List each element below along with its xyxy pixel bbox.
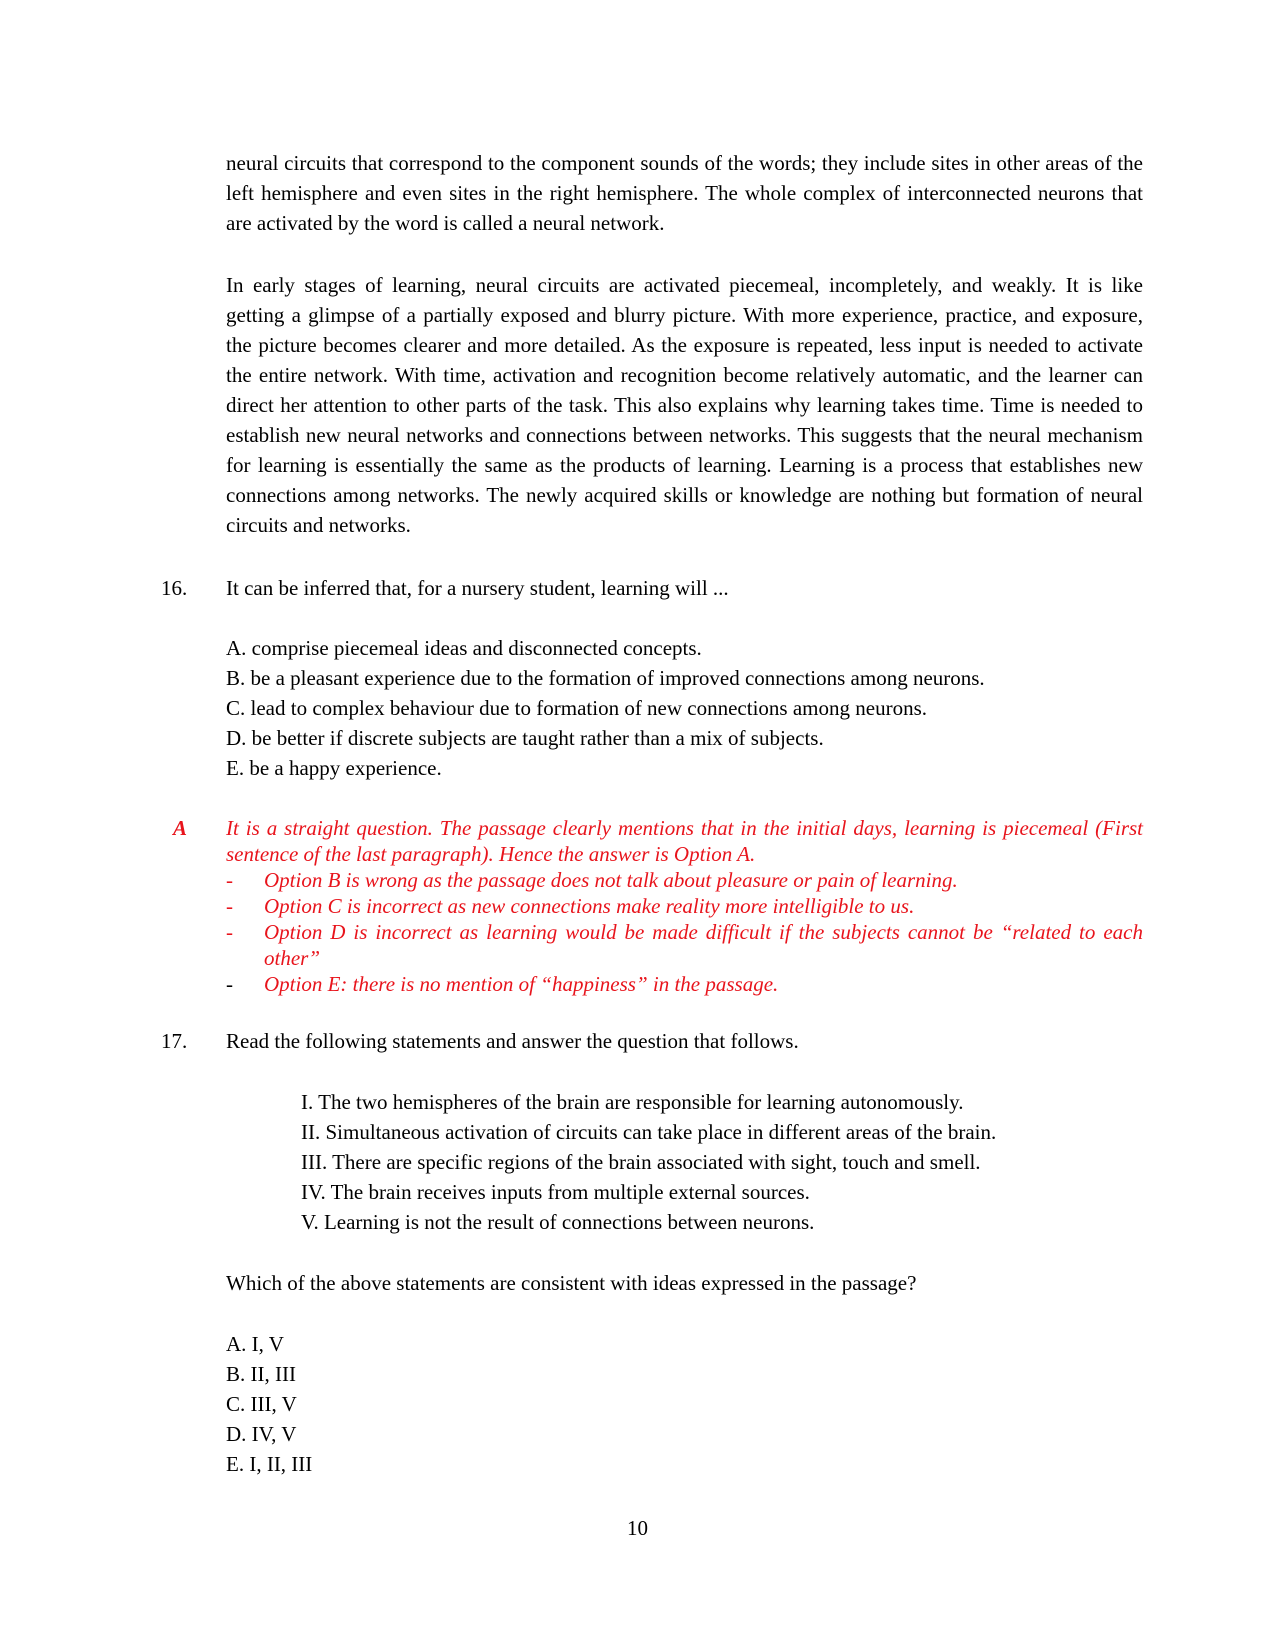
bullet-dash: -: [226, 894, 233, 918]
question-16-option-e: E. be a happy experience.: [226, 756, 442, 780]
passage-paragraph-2: In early stages of learning, neural circuits are activated piecemeal, incompletely, and weakly. It is like getting a glimpse of a partially exposed and blurry picture. With more experience, practice, and exposure, the picture becomes clearer and more detailed. As the exposure is repeated, less input is needed to activate the entire network. With time, activation and recognition become relatively automatic, and the learner can direct her attention to other parts of the task. This also explains why learning takes time. Time is needed to establish new neural networks and connections between networks. This suggests that the neural mechanism for learning is essentially the same as the products of learning. Learning is a process that establishes new connections among networks. The newly acquired skills or knowledge are nothing but formation of neural circuits and networks.: [226, 273, 1143, 537]
explanation-bullet-c: [226, 893, 1143, 919]
question-16-option-d: D. be better if discrete subjects are taught rather than a mix of subjects.: [226, 726, 824, 750]
question-17-option-b: B. II, III: [226, 1362, 296, 1386]
explanation-bullet-text: Option D is incorrect as learning would be made difficult if the subjects cannot be “related to each other”: [264, 920, 1143, 970]
question-17-option-e: E. I, II, III: [226, 1452, 313, 1476]
explanation-bullet-b: [226, 867, 1143, 893]
question-16-option-c: C. lead to complex behaviour due to formation of new connections among neurons.: [226, 696, 927, 720]
question-16-number: 16.: [161, 576, 188, 600]
question-16-option-b: B. be a pleasant experience due to the formation of improved connections among neurons.: [226, 666, 985, 690]
explanation-bullet-d: [226, 919, 1143, 971]
question-17-option-c: C. III, V: [226, 1392, 297, 1416]
question-17-option-a: A. I, V: [226, 1332, 284, 1356]
answer-letter: A: [173, 816, 188, 840]
question-17-option-d: D. IV, V: [226, 1422, 297, 1446]
explanation-bullet-text: Option E: there is no mention of “happiness” in the passage.: [264, 972, 779, 996]
question-17-text: Read the following statements and answer the question that follows.: [226, 1029, 799, 1053]
question-16-options: [226, 633, 1143, 783]
passage-paragraph-1: neural circuits that correspond to the component sounds of the words; they include sites in other areas of the left hemisphere and even sites in the right hemisphere. The whole complex of interconnected neurons that are activated by the word is called a neural network.: [226, 151, 1143, 235]
question-17-number: 17.: [161, 1029, 188, 1053]
question-17-statements: [301, 1087, 996, 1237]
question-16-option-a: A. comprise piecemeal ideas and disconnected concepts.: [226, 636, 702, 660]
statement-1: I. The two hemispheres of the brain are responsible for learning autonomously.: [301, 1090, 964, 1114]
statement-3: III. There are specific regions of the brain associated with sight, touch and smell.: [301, 1150, 981, 1174]
explanation-text: It is a straight question. The passage clearly mentions that in the initial days, learning is piecemeal (First sentence of the last paragraph). Hence the answer is Option A.: [226, 816, 1143, 866]
explanation-bullet-text: Option B is wrong as the passage does not talk about pleasure or pain of learning.: [264, 868, 958, 892]
statement-4: IV. The brain receives inputs from multiple external sources.: [301, 1180, 810, 1204]
question-17-followup: Which of the above statements are consistent with ideas expressed in the passage?: [226, 1271, 917, 1295]
question-17-options: [226, 1329, 1143, 1479]
bullet-dash: -: [226, 972, 233, 996]
page-number: 10: [627, 1516, 648, 1540]
bullet-dash: -: [226, 868, 233, 892]
explanation-bullets: [226, 867, 1143, 997]
explanation-bullet-text: Option C is incorrect as new connections make reality more intelligible to us.: [264, 894, 915, 918]
statement-2: II. Simultaneous activation of circuits can take place in different areas of the brain.: [301, 1120, 997, 1144]
explanation-bullet-e: [226, 971, 1143, 997]
bullet-dash: -: [226, 920, 233, 944]
statement-5: V. Learning is not the result of connections between neurons.: [301, 1210, 815, 1234]
question-16-text: It can be inferred that, for a nursery student, learning will ...: [226, 576, 729, 600]
